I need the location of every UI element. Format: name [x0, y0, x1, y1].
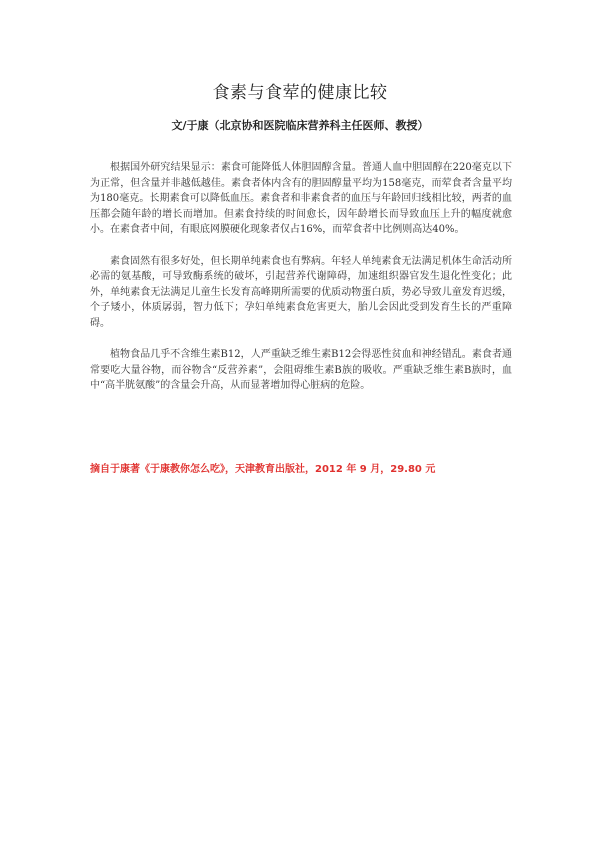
- article-body: [90, 160, 512, 410]
- paragraph: 植物食品几乎不含维生素B12，人严重缺乏维生素B12会得恶性贫血和神经错乱。素食者通常要吃大量谷物，而谷物含“反营养素”，会阻碍维生素B族的吸收。严重缺乏维生素B族时，血中“高半胱氨酸”的含量会升高，从而显著增加得心脏病的危险。: [90, 349, 512, 391]
- article-author: 文/于康（北京协和医院临床营养科主任医师、教授）: [171, 119, 429, 132]
- article-title: 食素与食荤的健康比较: [212, 83, 388, 103]
- source-citation: 摘自于康著《于康教你怎么吃》，天津教育出版社，2012 年 9 月，29.80 元: [90, 464, 436, 475]
- paragraph: 根据国外研究结果显示：素食可能降低人体胆固醇含量。普通人血中胆固醇在220毫克以下为正常，但含量并非越低越佳。素食者体内含有的胆固醇量平均为158毫克，而荤食者含量平均为180毫克。长期素食可以降低血压。素食者和非素食者的血压与年龄回归线相比较，两者的血压都会随年龄的增长而增加。但素食持续的时间愈长，因年龄增长而导致血压上升的幅度就愈小。在素食者中间，有眼底网膜硬化现象者仅占16%，而荤食者中比例则高达40%。: [90, 162, 512, 235]
- paragraph: 素食固然有很多好处，但长期单纯素食也有弊病。年轻人单纯素食无法满足机体生命活动所必需的氨基酸，可导致酶系统的破坏，引起营养代谢障碍，加速组织器官发生退化性变化；此外，单纯素食无法满足儿童生长发育高峰期所需要的优质动物蛋白质，势必导致儿童发育迟缓，个子矮小，体质孱弱，智力低下；孕妇单纯素食危害更大，胎儿会因此受到发育生长的严重障碍。: [90, 255, 512, 329]
